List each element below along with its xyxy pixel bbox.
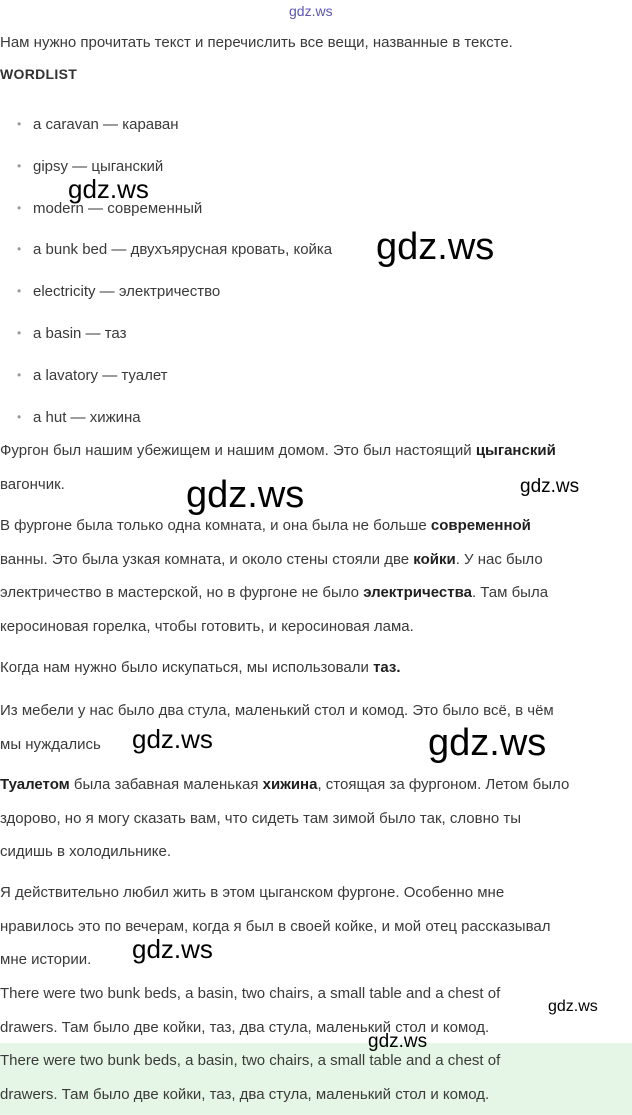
intro-text: Нам нужно прочитать текст и перечислить все вещи, названные в тексте. — [0, 34, 513, 51]
answer-highlighted-paragraph — [0, 1044, 632, 1111]
bullet-icon: • — [17, 284, 22, 299]
wordlist-heading: WORDLIST — [0, 66, 78, 82]
highlighted-word: электричества — [363, 584, 472, 601]
watermark: gdz.ws — [376, 226, 495, 268]
list-item — [0, 271, 332, 313]
text: . Там была — [471, 584, 549, 601]
text: электричество в мастерской, но в фургоне не было — [0, 584, 364, 601]
list-item — [0, 397, 332, 439]
highlighted-word: таз. — [373, 659, 401, 676]
paragraph-5 — [0, 768, 632, 869]
text: мы нуждались — [0, 735, 101, 753]
wordlist — [0, 104, 332, 438]
text: керосиновая горелка, чтобы готовить, и керосиновая лама. — [0, 617, 414, 635]
answer-paragraph — [0, 977, 632, 1044]
text: There were two bunk beds, a basin, two chairs, a small table and a chest of — [0, 985, 501, 1002]
bullet-icon: • — [17, 200, 22, 215]
text: нравилось это по вечерам, когда я был в своей койке, и мой отец рассказывал — [0, 917, 551, 935]
list-item — [0, 146, 332, 188]
wordlist-entry: a basin — таз — [33, 324, 127, 342]
list-item — [0, 355, 332, 397]
watermark: gdz.ws — [428, 722, 547, 764]
text: drawers. Там было две койки, таз, два стула, маленький стол и комод. — [0, 1018, 490, 1036]
watermark: gdz.ws — [520, 476, 580, 497]
text: Когда нам нужно было искупаться, мы использовали — [0, 659, 374, 676]
wordlist-entry: a caravan — караван — [33, 116, 179, 133]
paragraph-2 — [0, 509, 632, 643]
bullet-icon: • — [17, 409, 22, 424]
wordlist-entry: gipsy — цыганский — [33, 157, 164, 175]
wordlist-entry: modern — современный — [33, 199, 203, 217]
list-item — [0, 313, 332, 355]
watermark: gdz.ws — [548, 998, 598, 1015]
wordlist-entry: a lavatory — туалет — [33, 366, 168, 384]
text: мне истории. — [0, 951, 92, 968]
paragraph-3 — [0, 651, 632, 685]
text: вагончик. — [0, 475, 65, 493]
text: здорово, но я могу сказать вам, что сидеть там зимой было так, словно ты — [0, 809, 522, 827]
text: , стоящая за фургоном. Летом было — [317, 776, 570, 793]
highlighted-word: Туалетом — [0, 776, 70, 793]
list-item — [0, 229, 332, 271]
text: ванны. Это была узкая комната, и около стены стояли две — [0, 550, 414, 568]
paragraph-6 — [0, 876, 632, 977]
watermark: gdz.ws — [132, 724, 213, 754]
watermark: gdz.ws — [368, 1031, 428, 1052]
list-item — [0, 104, 332, 146]
text: Фургон был нашим убежищем и нашим домом. Это был настоящий — [0, 442, 476, 459]
watermark: gdz.ws — [68, 174, 149, 204]
text: была забавная маленькая — [69, 776, 263, 793]
highlighted-word: койки — [413, 550, 456, 568]
text: В фургоне была только одна комната, и она была не больше — [0, 517, 431, 534]
text: Из мебели у нас было два стула, маленький стол и комод. Это было всё, в чём — [0, 702, 554, 719]
bullet-icon: • — [17, 367, 22, 382]
text: . У нас было — [455, 550, 543, 568]
text: drawers. Там было две койки, таз, два стула, маленький стол и комод. — [0, 1085, 490, 1103]
bullet-icon: • — [17, 325, 22, 340]
watermark: gdz.ws — [132, 934, 213, 964]
highlighted-word: хижина — [262, 776, 318, 793]
bullet-icon: • — [17, 158, 22, 173]
wordlist-entry: a bunk bed — двухъярусная кровать, койка — [33, 241, 333, 259]
wordlist-entry: electricity — электричество — [33, 283, 221, 301]
top-watermark: gdz.ws — [289, 3, 333, 19]
text: Я действительно любил жить в этом цыганском фургоне. Особенно мне — [0, 884, 505, 901]
watermark: gdz.ws — [186, 474, 305, 516]
highlighted-word: цыганский — [475, 442, 556, 459]
text: сидишь в холодильнике. — [0, 843, 172, 860]
bullet-icon: • — [17, 117, 22, 131]
highlighted-word: современной — [430, 517, 531, 534]
wordlist-entry: a hut — хижина — [33, 408, 141, 426]
text: There were two bunk beds, a basin, two chairs, a small table and a chest of — [0, 1052, 501, 1069]
list-item — [0, 188, 332, 230]
bullet-icon: • — [17, 242, 22, 257]
